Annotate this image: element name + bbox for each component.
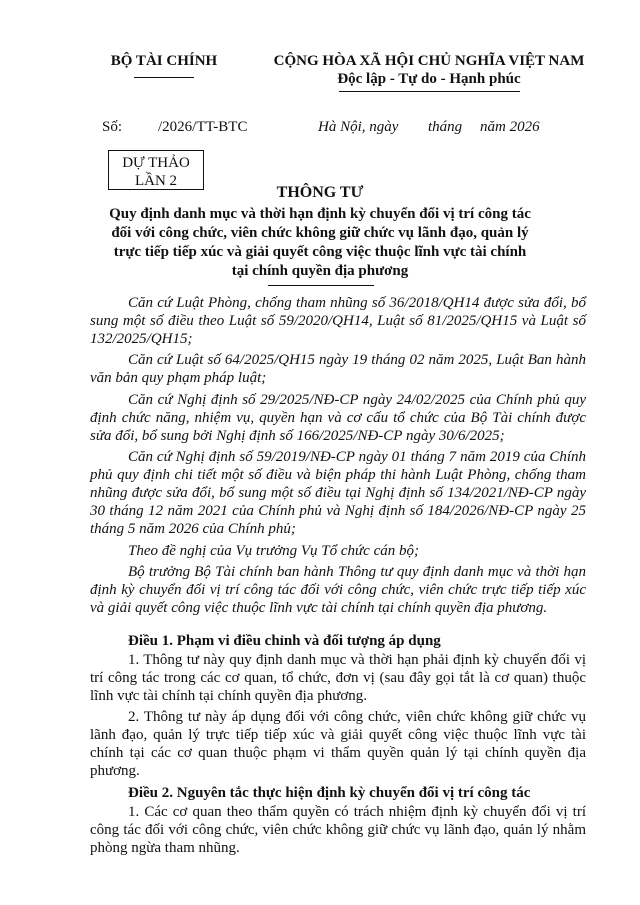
preamble-law-legal-docs: Căn cứ Luật số 64/2025/QH15 ngày 19 tháng 02 năm 2025, Luật Ban hành văn bản quy phạm pháp luật;	[90, 352, 586, 386]
title-underline	[268, 285, 374, 286]
doc-number-label: Số:	[102, 119, 123, 135]
article-2-paragraph-1: 1. Các cơ quan theo thẩm quyền có trách nhiệm định kỳ chuyển đổi vị trí công tác đối với công chức, viên chức không giữ chức vụ lãnh đạo, quản lý nhằm phòng ngừa tham nhũng.	[90, 804, 586, 856]
motto-underline	[339, 91, 520, 92]
preamble-issuance: Bộ trưởng Bộ Tài chính ban hành Thông tư quy định danh mục và thời hạn định kỳ chuyển đổi vị trí công tác đối với công chức, viên chức trực tiếp tiếp xúc và giải quyết công việc thuộc lĩnh vực tài chính tại chính quyền địa phương.	[90, 564, 586, 616]
draft-stamp-line2: LẦN 2	[134, 173, 178, 189]
ministry-underline	[134, 77, 194, 78]
draft-stamp-line1: DỰ THẢO	[122, 155, 190, 171]
date-month: tháng	[428, 119, 463, 135]
subtitle-line: đối với công chức, viên chức không giữ chức vụ lãnh đạo, quản lý	[111, 225, 529, 241]
doc-number-value: /2026/TT-BTC	[158, 119, 248, 135]
subtitle-line: Quy định danh mục và thời hạn định kỳ chuyển đổi vị trí công tác	[109, 206, 531, 222]
subtitle-line: trực tiếp tiếp xúc và giải quyết công việc thuộc lĩnh vực tài chính	[113, 244, 527, 260]
article-2-heading: Điều 2. Nguyên tắc thực hiện định kỳ chuyển đổi vị trí công tác	[128, 785, 531, 801]
doc-type-title: THÔNG TƯ	[276, 184, 364, 201]
preamble-decree-59: Căn cứ Nghị định số 59/2019/NĐ-CP ngày 01 tháng 7 năm 2019 của Chính phủ quy định chi tiết một số điều và biện pháp thi hành Luật Phòng, chống tham nhũng được sửa đổi, bổ sung một số điều tại Nghị định số 134/2021/NĐ-CP ngày 30 tháng 12 năm 2021 của Chính phủ và Nghị định số 184/2026/NĐ-CP ngày 25 tháng 5 năm 2026 của Chính phủ;	[90, 449, 586, 537]
place-date: Hà Nội, ngày	[318, 119, 399, 135]
preamble-law-anticorruption: Căn cứ Luật Phòng, chống tham nhũng số 36/2018/QH14 được sửa đổi, bổ sung một số điều theo Luật số 59/2020/QH14, Luật số 81/2025/QH15 và Luật số 132/2025/QH15;	[90, 295, 586, 347]
subtitle-line: tại chính quyền địa phương	[231, 263, 409, 279]
doc-subtitle	[40, 205, 600, 281]
preamble-decree-29: Căn cứ Nghị định số 29/2025/NĐ-CP ngày 24/02/2025 của Chính phủ quy định chức năng, nhiệm vụ, quyền hạn và cơ cấu tổ chức của Bộ Tài chính được sửa đổi, bổ sung bởi Nghị định số 166/2025/NĐ-CP ngày 30/6/2025;	[90, 392, 586, 444]
republic-name: CỘNG HÒA XÃ HỘI CHỦ NGHĨA VIỆT NAM	[273, 53, 585, 69]
article-1-paragraph-2: 2. Thông tư này áp dụng đối với công chức, viên chức không giữ chức vụ lãnh đạo, quản lý trực tiếp tiếp xúc và giải quyết công việc thuộc lĩnh vực tài chính tại các cơ quan thuộc phạm vi thẩm quyền quản lý tại chính quyền địa phương.	[90, 709, 586, 779]
ministry-name: BỘ TÀI CHÍNH	[110, 53, 218, 69]
date-year: năm 2026	[480, 119, 540, 135]
article-1-heading: Điều 1. Phạm vi điều chỉnh và đối tượng áp dụng	[128, 633, 441, 649]
article-1-paragraph-1: 1. Thông tư này quy định danh mục và thời hạn phải định kỳ chuyển đổi vị trí công tác trong các cơ quan, tổ chức, đơn vị (sau đây gọi tắt là cơ quan) thuộc lĩnh vực tài chính tại chính quyền địa phương.	[90, 652, 586, 704]
preamble-proposal: Theo đề nghị của Vụ trưởng Vụ Tổ chức cán bộ;	[128, 543, 419, 559]
motto: Độc lập - Tự do - Hạnh phúc	[337, 71, 521, 87]
